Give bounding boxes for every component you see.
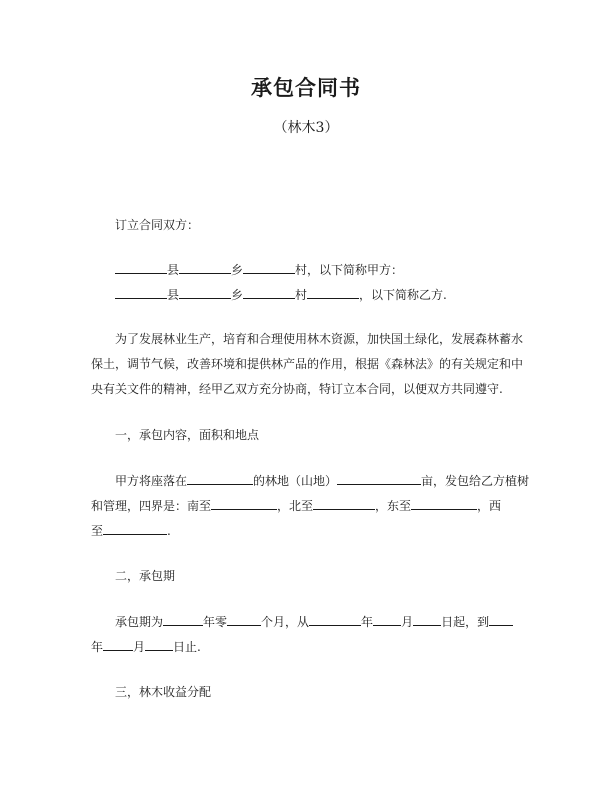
section-1-line-3: 至 . [91,524,171,538]
section-1-line-1: 甲方将座落在 的林地（山地） 亩，发包给乙方植树 [115,474,530,488]
section-3-heading: 三，林木收益分配 [115,685,212,699]
party-b-extra-blank[interactable] [307,286,359,299]
section-2-line-1: 承包期为 年零 个月，从 年 月 日起，到 [115,613,555,630]
party-a-line: 县 乡 村，以下简称甲方： [115,261,555,278]
location-blank[interactable] [187,472,253,485]
party-b-village-blank[interactable] [243,286,295,299]
party-a-county-blank[interactable] [115,261,167,274]
party-b-line: 县 乡 村 ，以下简称乙方. [115,286,555,303]
start-year-blank[interactable] [309,613,361,626]
end-month-blank[interactable] [103,638,133,651]
parties-heading: 订立合同双方： [115,218,200,232]
south-boundary-blank[interactable] [211,497,277,510]
west-boundary-blank[interactable] [103,522,167,535]
area-blank[interactable] [337,472,421,485]
document-title: 承包合同书 [251,76,361,100]
east-boundary-blank[interactable] [411,497,477,510]
term-months-blank[interactable] [227,613,261,626]
start-month-blank[interactable] [373,613,401,626]
party-a-township-blank[interactable] [179,261,231,274]
north-boundary-blank[interactable] [313,497,375,510]
party-a-village-blank[interactable] [243,261,295,274]
term-years-blank[interactable] [163,613,203,626]
party-b-township-blank[interactable] [179,286,231,299]
section-2-line-2: 年 月 日止. [91,640,201,654]
preamble-line-3: 央有关文件的精神，经甲乙双方充分协商，特订立本合同，以便双方共同遵守. [91,382,503,396]
start-day-blank[interactable] [413,613,441,626]
preamble-line-2: 保土，调节气候，改善环境和提供林产品的作用，根据《森林法》的有关规定和中 [91,357,524,371]
section-2-heading: 二，承包期 [115,569,176,583]
section-1-heading: 一，承包内容，面积和地点 [115,428,260,442]
preamble-line-1: 为了发展林业生产，培育和合理使用林木资源，加快国土绿化，发展森林蓄水 [115,332,524,346]
party-b-county-blank[interactable] [115,286,167,299]
section-1-line-2: 和管理，四界是：南至 ，北至 ，东至 ，西 [91,499,502,513]
end-year-blank-part[interactable] [489,613,513,626]
end-day-blank[interactable] [145,638,173,651]
document-subtitle: （林木3） [273,120,339,136]
